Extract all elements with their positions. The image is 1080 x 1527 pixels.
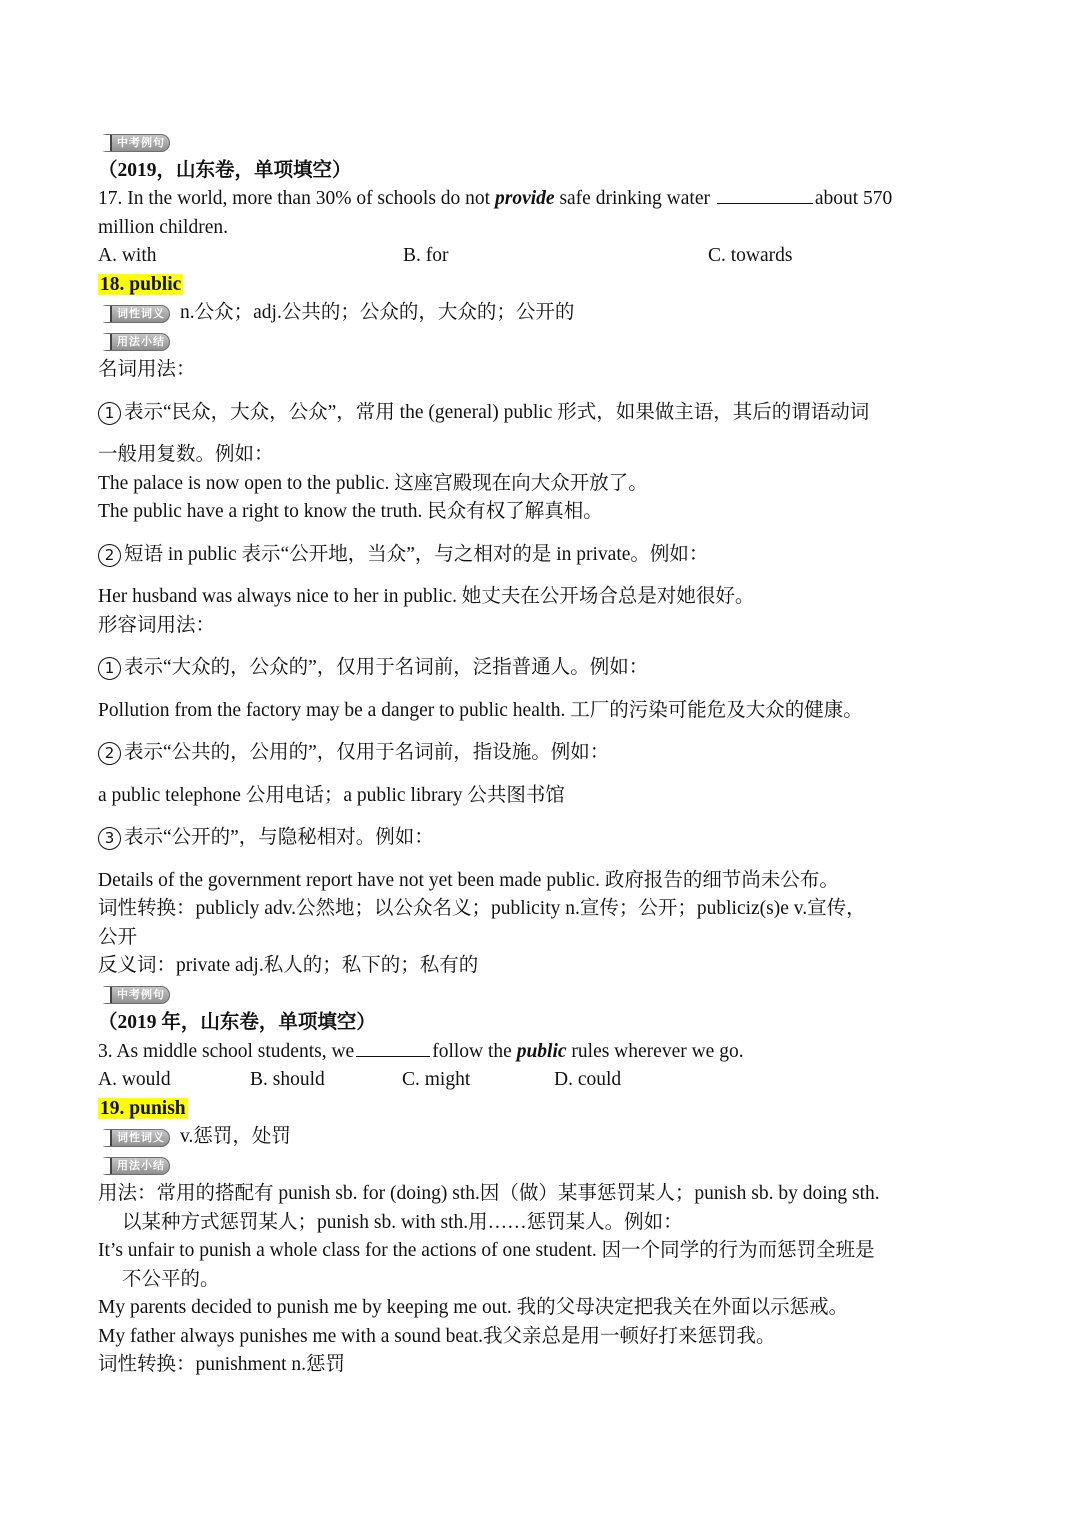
example-sentence: Details of the government report have not yet been made public. 政府报告的细节尚未公布。 [98,869,839,891]
question-options [98,242,988,271]
noun-usage-1-cont: 一般用复数。例如： [98,444,274,465]
usage-tag-row [98,1152,988,1181]
meaning-row: 词性词义 n.公众；adj.公共的；公众的，大众的；公开的 [98,299,988,328]
question-source: （2019，山东卷，单项填空） [98,159,352,181]
question-stem: 17. In the world, more than 30% of schools do not provide safe drinking water about 570 [98,185,988,214]
noun-usage-title: 名词用法： [98,359,196,380]
example-tag-row [98,981,988,1010]
part-of-speech-tag: 词性词义 [98,1129,170,1147]
usage-summary-tag: 用法小结 [98,333,170,351]
number-circle-icon: 2 [98,742,121,765]
example-sentence: Her husband was always nice to her in public. 她丈夫在公开场合总是对她很好。 [98,586,755,607]
question-source: （2019 年，山东卷，单项填空） [98,1012,376,1033]
number-circle-icon: 1 [98,402,121,425]
example-sentence-tag: 中考例句 [98,134,170,152]
question-stem: 3. As middle school students, we follow the public rules wherever we go. [98,1038,988,1067]
usage-summary-tag: 用法小结 [98,1157,170,1175]
noun-usage-1: 1 表示“民众，大众，公众”，常用 the (general) public 形式，如果做主语，其后的谓语动词 [98,399,988,428]
example-sentence: Pollution from the factory may be a danger to public health. 工厂的污染可能危及大众的健康。 [98,699,863,721]
usage-text-cont: 以某种方式惩罚某人；punish sb. with sth.用……惩罚某人。例如： [122,1211,683,1233]
question-stem-line2: million children. [98,216,228,238]
word-conversion: 词性转换：punishment n.惩罚 [98,1354,345,1375]
example-sentence: My father always punishes me with a sound beat.我父亲总是用一顿好打来惩罚我。 [98,1325,776,1347]
option-b: B. for [403,245,449,266]
answer-blank [717,185,813,204]
adjective-usage-3: 3 表示“公开的”，与隐秘相对。例如： [98,824,988,853]
option-b: B. should [250,1069,325,1090]
option-a: A. with [98,245,157,266]
number-circle-icon: 1 [98,657,121,680]
number-circle-icon: 3 [98,827,121,850]
word-heading-row [98,271,988,300]
adjective-usage-1: 1 表示“大众的，公众的”，仅用于名词前，泛指普通人。例如： [98,654,988,683]
question-options [98,1066,988,1095]
document-page [98,128,988,1380]
number-circle-icon: 2 [98,544,121,567]
word-heading-row [98,1095,988,1124]
meaning-row: 词性词义 v.惩罚，处罚 [98,1123,988,1152]
usage-text: 用法：常用的搭配有 punish sb. for (doing) sth.因（做）某事惩罚某人；punish sb. by doing sth. [98,1183,880,1204]
example-sentence-cont: 不公平的。 [122,1268,220,1290]
word-heading: 18. public [100,273,182,295]
example-sentence: The public have a right to know the truth. 民众有权了解真相。 [98,501,603,522]
usage-tag-row [98,328,988,357]
option-d: D. could [554,1069,622,1090]
example-sentence-tag: 中考例句 [98,986,170,1004]
example-phrase: a public telephone 公用电话；a public library 公共图书馆 [98,784,565,806]
word-conversion: 词性转换：publicly adv.公然地；以公众名义；publicity n.宣传；公开；publiciz(s)e v.宣传， [98,898,866,919]
option-c: C. towards [708,245,793,266]
option-c: C. might [402,1069,471,1090]
part-of-speech-tag: 词性词义 [98,305,170,323]
option-a: A. would [98,1069,171,1090]
noun-usage-2: 2 短语 in public 表示“公开地，当众”，与之相对的是 in private。例如： [98,541,988,570]
example-sentence: My parents decided to punish me by keeping me out. 我的父母决定把我关在外面以示惩戒。 [98,1297,849,1318]
example-tag-row [98,128,988,157]
word-heading: 19. punish [100,1097,186,1119]
example-sentence: The palace is now open to the public. 这座宫殿现在向大众开放了。 [98,472,648,494]
adjective-usage-2: 2 表示“公共的，公用的”，仅用于名词前，指设施。例如： [98,739,988,768]
adjective-usage-title: 形容词用法： [98,614,216,636]
answer-blank [356,1038,430,1057]
word-conversion-cont: 公开 [98,926,138,948]
example-sentence: It’s unfair to punish a whole class for the actions of one student. 因一个同学的行为而惩罚全班是 [98,1240,875,1261]
antonym: 反义词：private adj.私人的；私下的；私有的 [98,955,479,976]
